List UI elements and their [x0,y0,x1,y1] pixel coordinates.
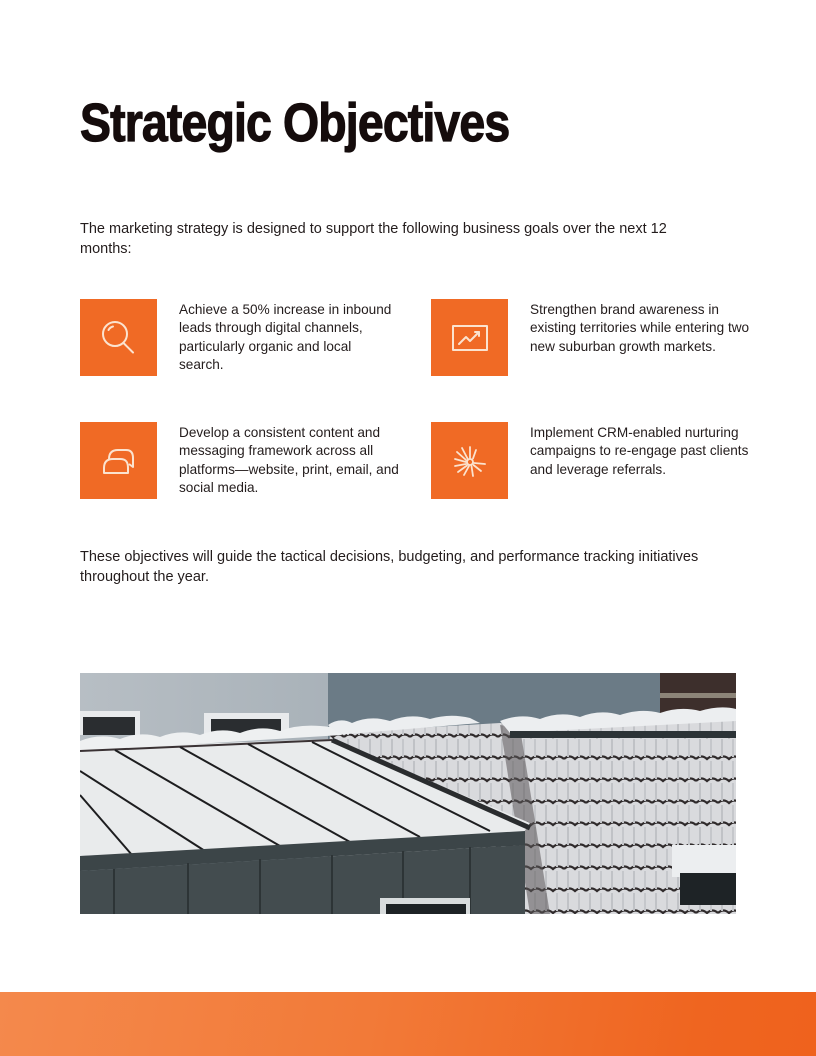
chat-bubbles-icon [96,438,142,484]
objective-item [80,422,399,502]
objective-item [80,299,390,379]
objective-text: Develop a consistent content and messaging framework across all platforms—website, print, email, and social media. [179,425,399,495]
rooftops-photo [80,673,736,914]
closing-paragraph: These objectives will guide the tactical decisions, budgeting, and performance tracking initiatives throughout the year. [80,549,699,585]
objective-text: Strengthen brand awareness in existing territories while entering two new suburban growth markets. [530,302,750,354]
objective-item [431,422,749,502]
starburst-icon [447,438,493,484]
objective-item [431,299,750,379]
page-title: Strategic Objectives [80,93,510,153]
trending-chart-icon [447,315,493,361]
magnifier-search-icon [96,315,142,361]
intro-paragraph: The marketing strategy is designed to support the following business goals over the next 12 months: [80,221,667,257]
objective-icon-tile [431,422,508,499]
footer-accent-band [0,992,816,1056]
objective-icon-tile [431,299,508,376]
objective-text: Achieve a 50% increase in inbound leads through digital channels, particularly organic and local search. [179,302,392,372]
objective-text: Implement CRM-enabled nurturing campaigns to re-engage past clients and leverage referrals. [530,425,749,477]
objective-icon-tile [80,422,157,499]
objective-icon-tile [80,299,157,376]
